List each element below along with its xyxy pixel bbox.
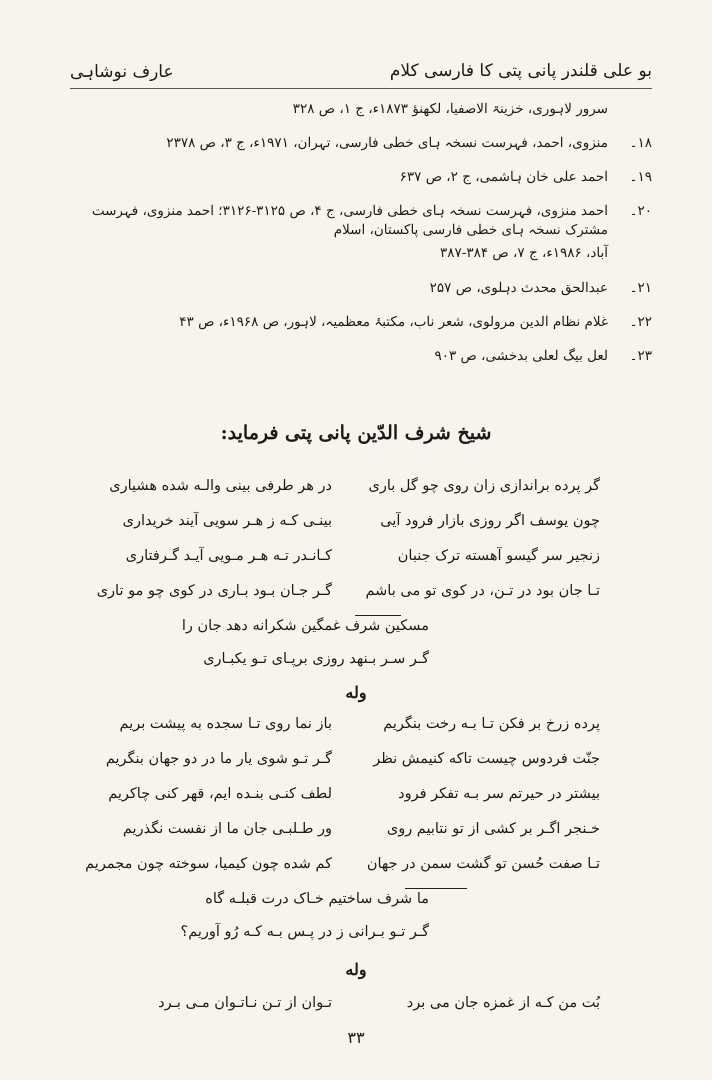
hemistich-first: پرده زرخ بر فکن تـا بـه رخت بنگریم (383, 716, 600, 732)
couplet (0, 786, 712, 821)
reference-continuation: آباد، ۱۹۸۶ء، ج ۷، ص ۳۸۴-۳۸۷ (440, 245, 608, 261)
reference-item (70, 347, 652, 366)
reference-item (70, 313, 652, 332)
reference-number: ۲۱۔ (629, 280, 652, 296)
page-number: ۳۳ (347, 1028, 365, 1047)
hemistich-second: بینـی کـه ز هـر سویی آیند خریداری (122, 513, 332, 529)
reference-text: منزوی، احمد، فہرست نسخہ ہای خطی فارسی، تہران، ۱۹۷۱ء، ج ۳، ص ۲۳۷۸ (166, 135, 608, 151)
hemistich-second: باز نما روی تـا سجده به پیشت بریم (119, 716, 332, 732)
hemistich-second: در هر طرفی بینی والـه شده هشیاری (109, 478, 332, 494)
couplet (0, 513, 712, 548)
couplet (0, 716, 712, 751)
hemistich-second: ور طـلبـی جان ما از نفست نگذریم (122, 821, 332, 837)
reference-text: غلام نظام الدین مرولوی، شعر ناب، مکتبۂ معظمیہ، لاہور، ص ۱۹۶۸ء، ص ۴۳ (179, 314, 608, 330)
couplet (0, 478, 712, 513)
running-header (70, 56, 652, 86)
poem-1 (0, 478, 712, 684)
name-overline (355, 615, 401, 616)
hemistich-first: گر پرده براندازی زان روی چو گل باری (368, 478, 600, 494)
hemistich-second: گـر جـان بـود بـاری در کوی چو مو تاری (96, 583, 332, 599)
reference-pre-line: سرور لاہوری، خزینۃ الاصفیا، لکھنؤ ۱۸۷۳ء، ج ۱، ص ۳۲۸ (292, 101, 608, 117)
hemistich-first: جنّت فردوس چیست تاکه کنیمش نظر (373, 751, 600, 767)
closing-line: مسکین شرف غمگین شکرانه دهد جان را (181, 618, 429, 634)
hemistich-second: کم شده چون کیمیا، سوخته چون مجمریم (85, 856, 332, 872)
reference-text: احمد علی خان ہاشمی، ج ۲، ص ۶۳۷ (399, 169, 608, 185)
poem-2 (0, 716, 712, 957)
reference-item (70, 279, 652, 298)
poem-3 (0, 995, 712, 1030)
hemistich-second: کـانـدر تـه هـر مـویی آیـد گـرفتاری (125, 548, 332, 564)
name-overline (405, 888, 467, 889)
hemistich-second: گـر تـو شوی یار ما در دو جهان بنگریم (105, 751, 332, 767)
reference-text: عبدالحق محدث دہلوی، ص ۲۵۷ (429, 280, 608, 296)
hemistich-first: خـنجر اگـر بر کشی از تو نتابیم روی (386, 821, 600, 837)
reference-number: ۲۳۔ (629, 348, 652, 364)
reference-number: ۱۹۔ (629, 169, 652, 185)
header-author: عارف نوشاہی (70, 61, 174, 82)
hemistich-first: چون یوسف اگر روزی بازار فرود آیی (380, 513, 600, 529)
hemistich-first: بیشتر در حیرتم سر بـه تفکر فرود (398, 786, 600, 802)
closing-line: گـر تـو بـرانی ز در پـس بـه کـه رُو آوریم؟ (180, 924, 429, 940)
couplet (0, 751, 712, 786)
couplet (0, 548, 712, 583)
reference-number: ۱۸۔ (629, 135, 652, 151)
hemistich-first: بُت من کـه از غمزه جان می برد (406, 995, 600, 1011)
header-rule (70, 88, 652, 89)
reference-number: ۲۰۔ (629, 203, 652, 219)
closing-line: ما شرف ساختیم خـاک درت قبلـه گاه (205, 891, 429, 907)
reference-item (70, 202, 652, 240)
header-title: بو علی قلندر پانی پتی کا فارسی کلام (389, 61, 652, 81)
couplet (0, 856, 712, 891)
reference-item (70, 134, 652, 153)
reference-item (70, 168, 652, 187)
reference-text: احمد منزوی، فہرست نسخہ ہای خطی فارسی، ج ۴، ص ۳۱۲۵-۳۱۲۶؛ احمد منزوی، فہرست مشترک نسخہ ہای خطی فارسی پاکستان، اسلام (91, 203, 608, 238)
hemistich-second: لطف کنـی بنـده ایم، قهر کنی چاکریم (108, 786, 332, 802)
reference-number: ۲۲۔ (629, 314, 652, 330)
references-list (70, 100, 652, 381)
section-title: شیخ شرف الدّین پانی پتی فرماید: (220, 422, 492, 444)
reference-text: لعل بیگ لعلی بدخشی، ص ۹۰۳ (434, 348, 608, 364)
hemistich-first: تـا صفت حُسن تو گشت سمن در جهان (366, 856, 600, 872)
couplet (0, 995, 712, 1030)
wala-label: وله (345, 960, 367, 979)
closing-line: گـر سـر بـنهد روزی برپـای تـو یکبـاری (203, 651, 429, 667)
hemistich-first: زنجیر سر گیسو آهسته ترک جنبان (397, 548, 600, 564)
couplet (0, 821, 712, 856)
wala-label: وله (345, 683, 367, 702)
couplet (0, 583, 712, 618)
hemistich-first: تـا جان بود در تـن، در کوی تو می باشم (365, 583, 600, 599)
hemistich-second: تـوان از تـن نـاتـوان مـی بـرد (158, 995, 332, 1011)
